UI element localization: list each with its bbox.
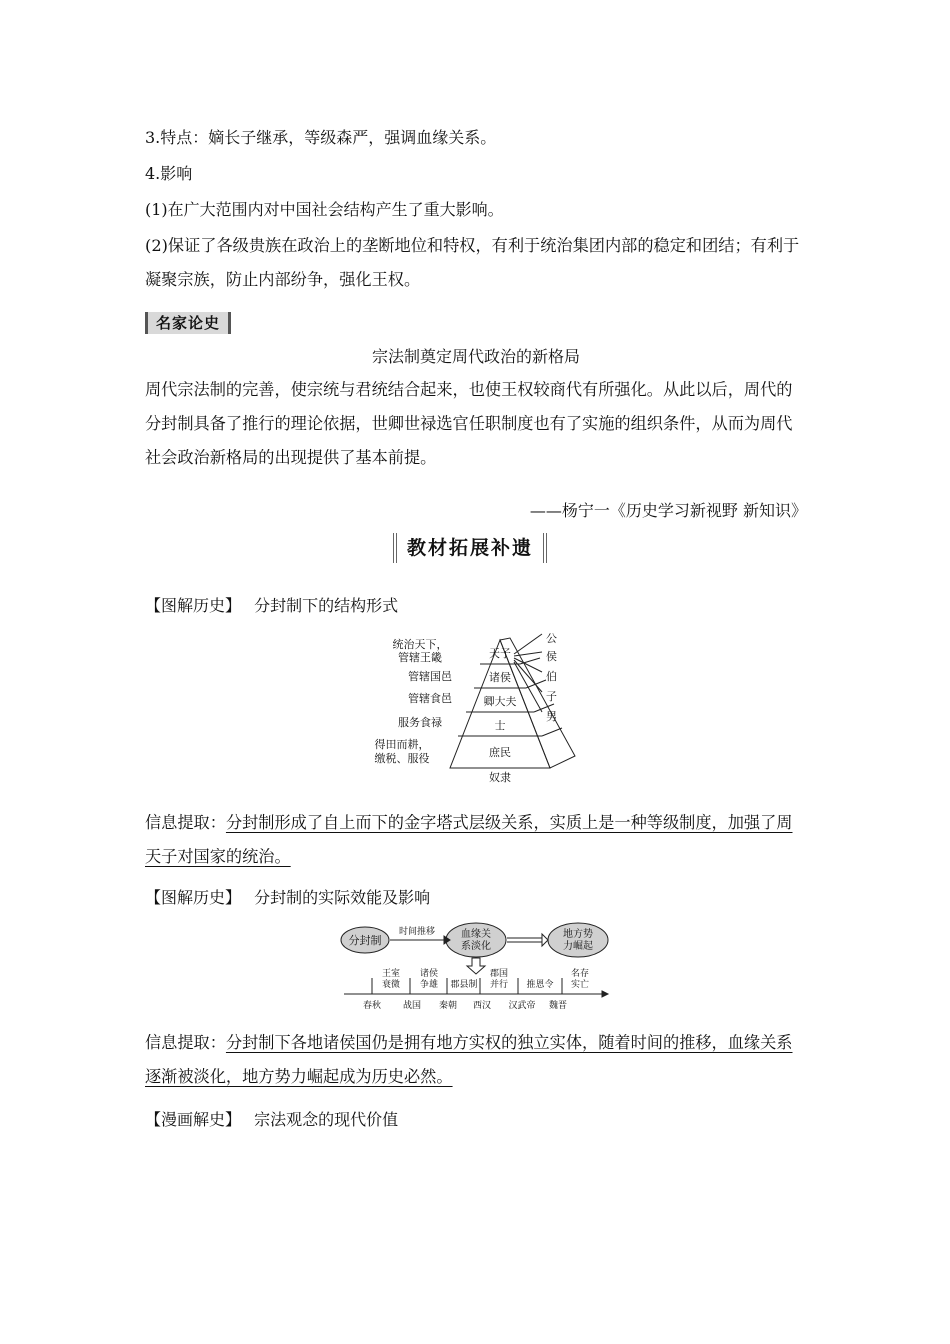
event-label: 郡国 xyxy=(489,969,509,979)
left-label: 管辖食邑 xyxy=(408,692,452,705)
arrow-label: 时间推移 xyxy=(398,927,436,937)
figure1-info xyxy=(145,806,807,874)
tier-label: 士 xyxy=(494,719,506,732)
pyramid-diagram xyxy=(370,628,590,784)
point-4-2: (2)保证了各级贵族在政治上的垄断地位和特权，有利于统治集团内部的稳定和团结；有利于凝聚宗族，防止内部纷争，强化王权。 xyxy=(145,236,800,289)
point-4-title: 4.影响 xyxy=(145,164,193,183)
quote-source: ——杨宁一《历史学习新视野 新知识》 xyxy=(529,501,807,520)
tier-label: 庶民 xyxy=(489,746,511,759)
node-label: 血缘关 xyxy=(461,929,491,940)
event-label: 名存 xyxy=(570,969,590,979)
figure2-title: 分封制的实际效能及影响 xyxy=(254,888,431,907)
node-label: 力崛起 xyxy=(563,941,593,952)
tier-label: 卿大夫 xyxy=(483,695,517,708)
left-label: 统治天下， xyxy=(392,638,448,651)
quote-tag: 名家论史 xyxy=(145,312,231,334)
figure1-heading xyxy=(145,596,398,616)
left-label: 管辖王畿 xyxy=(398,651,442,664)
rank-label: 子 xyxy=(546,690,557,703)
event-label: 诸侯 xyxy=(419,969,439,979)
event-label: 推恩令 xyxy=(526,980,554,990)
figure3-heading xyxy=(145,1110,398,1130)
left-label: 得田而耕， xyxy=(374,738,430,751)
tier-label: 天子 xyxy=(489,647,511,660)
node-label: 系淡化 xyxy=(461,941,491,952)
pyramid-base-label: 奴隶 xyxy=(489,771,511,784)
figure3-title: 宗法观念的现代价值 xyxy=(254,1110,399,1129)
flow-diagram xyxy=(340,920,610,1012)
event-label: 王室 xyxy=(381,969,401,979)
event-label: 并行 xyxy=(489,980,509,990)
figure2-info xyxy=(145,1026,807,1094)
down-arrow-icon xyxy=(467,958,485,974)
period-label: 汉武帝 xyxy=(508,1001,536,1011)
figure3-tag: 【漫画解史】 xyxy=(145,1110,242,1129)
point-3: 3.特点：嫡长子继承，等级森严，强调血缘关系。 xyxy=(145,128,497,147)
figure1-title: 分封制下的结构形式 xyxy=(254,596,399,615)
rank-arrow xyxy=(514,634,542,654)
rank-label: 公 xyxy=(546,632,557,645)
period-label: 魏晋 xyxy=(548,1001,568,1011)
info-label: 信息提取： xyxy=(145,813,226,832)
rank-label: 男 xyxy=(546,710,557,723)
info-label: 信息提取： xyxy=(145,1033,226,1052)
quote-body: 周代宗法制的完善，使宗统与君统结合起来，也使王权较商代有所强化。从此以后，周代的分封制具备了推行的理论依据，世卿世禄选官任职制度也有了实施的组织条件，从而为周代社会政治新格局的出现提供了基本前提。 xyxy=(145,380,793,467)
period-label: 战国 xyxy=(402,1001,422,1011)
period-label: 春秋 xyxy=(362,1001,382,1011)
node-label: 分封制 xyxy=(348,934,382,947)
tier-label: 诸侯 xyxy=(489,671,511,684)
event-label: 争雄 xyxy=(419,980,439,990)
node-label: 地方势 xyxy=(563,929,593,940)
rank-label: 侯 xyxy=(546,650,557,663)
left-label: 管辖国邑 xyxy=(408,670,452,683)
event-label: 衰微 xyxy=(381,980,401,990)
rank-label: 伯 xyxy=(546,670,557,683)
period-label: 秦朝 xyxy=(438,1001,458,1011)
info-text: 分封制下各地诸侯国仍是拥有地方实权的独立实体，随着时间的推移，血缘关系逐渐被淡化，地方势力崛起成为历史必然。 xyxy=(145,1033,793,1086)
event-label: 实亡 xyxy=(570,980,590,990)
figure1-tag: 【图解历史】 xyxy=(145,596,242,615)
period-label: 西汉 xyxy=(472,1001,492,1011)
figure2-heading xyxy=(145,888,430,908)
left-label: 缴税、服役 xyxy=(374,752,430,765)
arrow-head-icon xyxy=(602,991,608,997)
arrow-head-icon xyxy=(542,934,548,946)
quote-title: 宗法制奠定周代政治的新格局 xyxy=(371,347,580,366)
info-text: 分封制形成了自上而下的金字塔式层级关系，实质上是一种等级制度，加强了周天子对国家的统治。 xyxy=(145,813,793,866)
event-label: 郡县制 xyxy=(450,980,478,990)
section-banner: 教材拓展补遗 xyxy=(393,533,547,563)
point-4-1: (1)在广大范围内对中国社会结构产生了重大影响。 xyxy=(145,200,504,219)
left-label: 服务食禄 xyxy=(398,716,442,729)
figure2-tag: 【图解历史】 xyxy=(145,888,242,907)
